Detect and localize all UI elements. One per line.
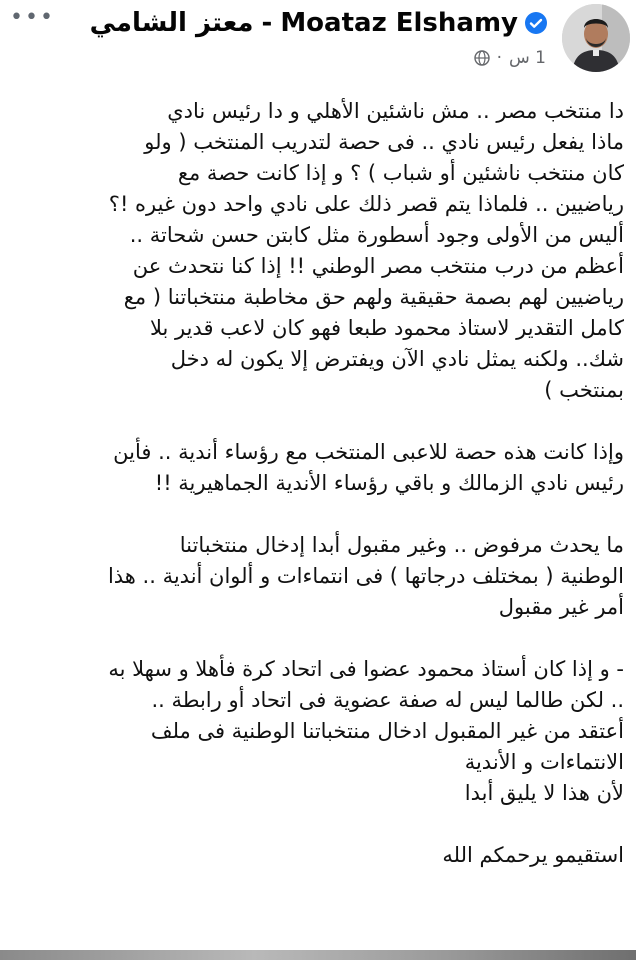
text-line: .. لكن طالما ليس له صفة عضوية فى اتحاد أو رابطة ..	[151, 688, 624, 712]
post-timestamp[interactable]: 1 س	[509, 48, 546, 68]
text-line: رياضيين .. فلماذا يتم قصر ذلك على نادي واحد دون غيره !؟	[108, 192, 624, 216]
text-line: كامل التقدير لاستاذ محمود طبعا فهو كان لاعب قدير بلا	[149, 316, 624, 340]
text-line: - و إذا كان أستاذ محمود عضوا فى اتحاد كرة فأهلا و سهلا به	[108, 657, 624, 681]
author-avatar[interactable]	[562, 4, 630, 72]
post-text	[14, 96, 624, 871]
avatar-photo	[562, 4, 630, 72]
text-line: أمر غير مقبول	[498, 595, 624, 619]
text-line: بمنتخب )	[544, 378, 624, 402]
paragraph-3	[14, 530, 624, 623]
text-line: أليس من الأولى وجود أسطورة مثل كابتن حسن شحاتة ..	[129, 223, 624, 247]
bottom-image-strip	[0, 950, 636, 960]
text-line: دا منتخب مصر .. مش ناشئين الأهلي و دا رئيس نادي	[167, 99, 624, 123]
post-header	[0, 0, 636, 86]
text-line: ماذا يفعل رئيس نادي .. فى حصة لتدريب المنتخب ( ولو	[144, 130, 624, 154]
text-line: لأن هذا لا يليق أبدا	[464, 781, 624, 805]
globe-icon[interactable]	[474, 50, 490, 66]
author-name-row[interactable]	[90, 8, 548, 38]
post-meta	[474, 48, 546, 68]
paragraph-1	[14, 96, 624, 406]
author-name-english[interactable]: Moataz Elshamy	[280, 8, 518, 38]
paragraph-4	[14, 654, 624, 809]
paragraph-2	[14, 437, 624, 499]
verified-badge-icon	[524, 11, 548, 35]
text-line: رئيس نادي الزمالك و باقي رؤساء الأندية الجماهيرية !!	[154, 471, 624, 495]
text-line: أعظم من درب منتخب مصر الوطني !! إذا كنا نتحدث عن	[132, 254, 624, 278]
more-options-icon[interactable]: •••	[10, 5, 55, 30]
text-line: الوطنية ( بمختلف درجاتها ) فى انتماءات و ألوان أندية .. هذا	[107, 564, 624, 588]
text-line: رياضيين لهم بصمة حقيقية ولهم حق مخاطبة منتخباتنا ( مع	[123, 285, 624, 309]
text-line: الانتماءات و الأندية	[464, 750, 624, 774]
text-line: شك.. ولكنه يمثل نادي الآن ويفترض إلا يكون له دخل	[170, 347, 624, 371]
author-name-arabic[interactable]: معتز الشامي	[89, 8, 254, 38]
text-line: وإذا كانت هذه حصة للاعبى المنتخب مع رؤساء أندية .. فأين	[113, 440, 624, 464]
text-line: ما يحدث مرفوض .. وغير مقبول أبدا إدخال منتخباتنا	[179, 533, 624, 557]
text-line: أعتقد من غير المقبول ادخال منتخباتنا الوطنية فى ملف	[150, 719, 624, 743]
name-separator: -	[261, 8, 273, 38]
post-signoff: استقيمو يرحمكم الله	[442, 843, 624, 867]
meta-separator-dot: ·	[496, 48, 503, 68]
text-line: كان منتخب ناشئين أو شباب ) ؟ و إذا كانت حصة مع	[177, 161, 624, 185]
